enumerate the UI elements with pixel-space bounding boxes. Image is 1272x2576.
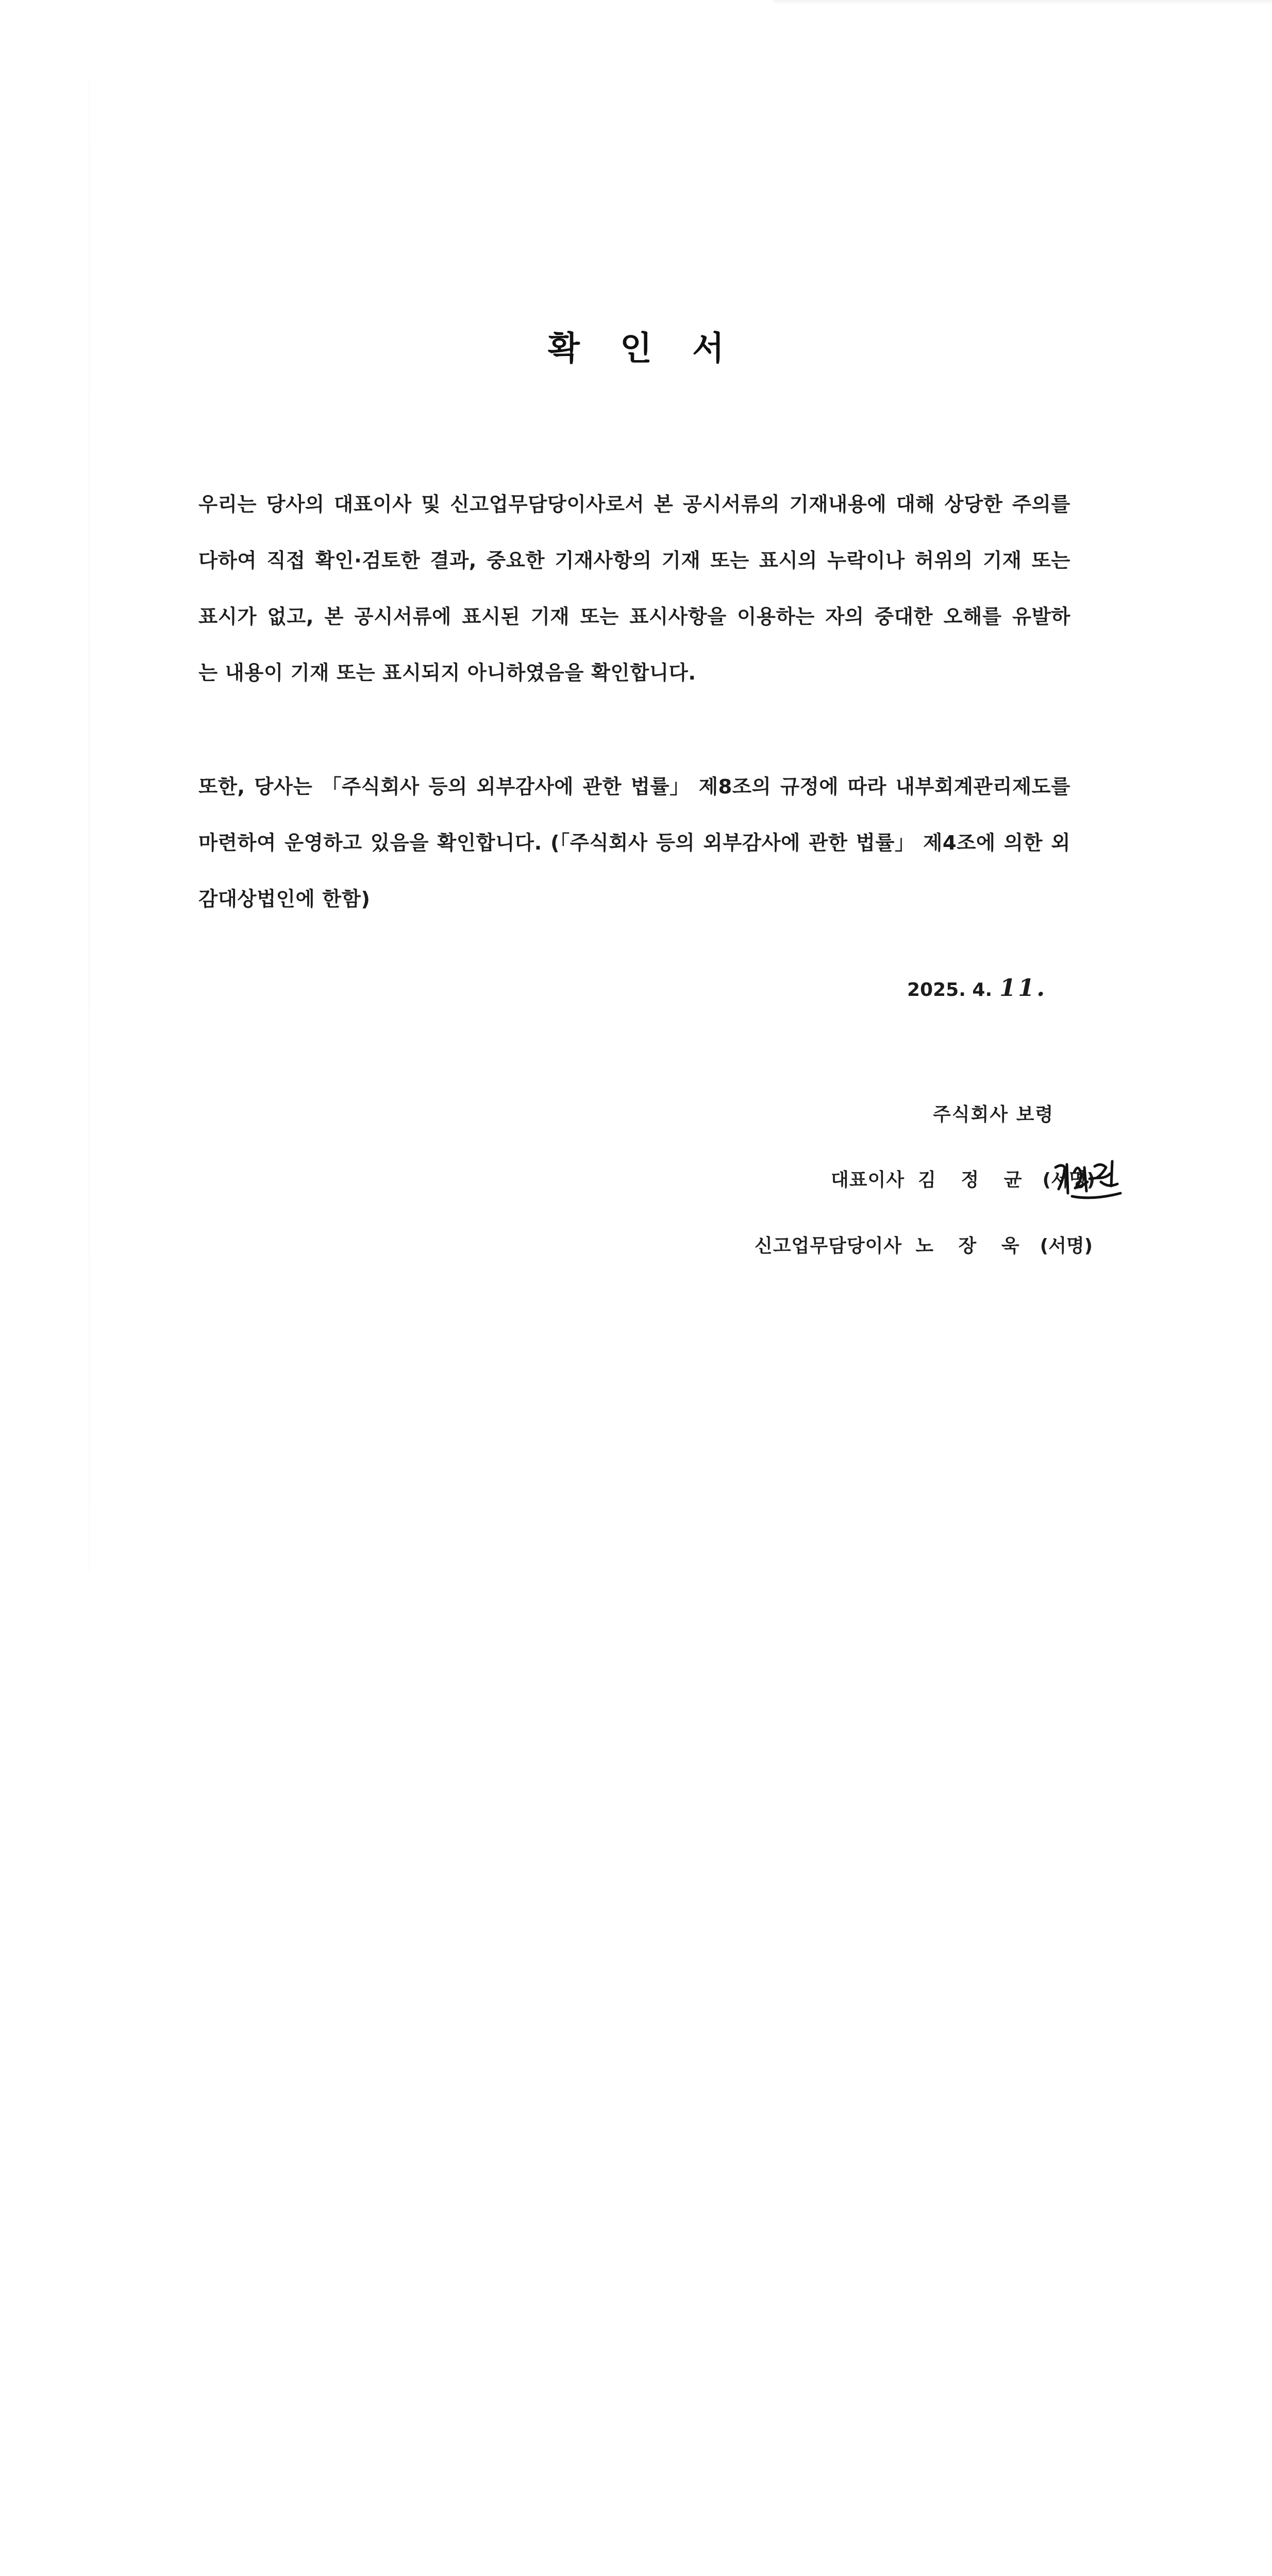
- signer-name: 노 장 욱: [915, 1235, 1029, 1257]
- word: 규정에: [780, 775, 839, 799]
- word: 오해를: [943, 605, 1002, 629]
- paragraph-2-line-3: 감대상법인에 한함): [198, 888, 371, 911]
- word: 의한: [1003, 832, 1043, 855]
- word: 관한: [582, 775, 622, 799]
- word: 본: [324, 605, 344, 629]
- word: 중대한: [875, 605, 933, 629]
- paragraph-1-line-4: 는 내용이 기재 또는 표시되지 아니하였음을 확인합니다.: [198, 662, 696, 685]
- word: 유발하: [1012, 605, 1070, 629]
- word: 우리는: [198, 493, 257, 516]
- word: 제4조에: [923, 832, 996, 855]
- signature-label: (서명): [1042, 1170, 1095, 1191]
- word: 중요한: [487, 549, 545, 572]
- word: 직접: [266, 549, 306, 572]
- word: 공시서류에: [354, 605, 451, 629]
- word: 또는: [1031, 549, 1070, 572]
- word: 또는: [580, 605, 619, 629]
- word: 기재: [983, 549, 1022, 572]
- word: 등의: [428, 775, 467, 799]
- word: 이용하는: [737, 605, 815, 629]
- signature-ceo: [1051, 1152, 1129, 1209]
- signer-role: 대표이사: [831, 1170, 905, 1191]
- word: 자의: [825, 605, 864, 629]
- word: 다하여: [198, 549, 257, 572]
- word: 기재: [530, 605, 570, 629]
- document-date: [907, 974, 1047, 1002]
- word: 누락이나: [827, 549, 905, 572]
- signer-role: 신고업무담당이사: [755, 1235, 902, 1257]
- word: 확인합니다.: [437, 832, 542, 855]
- word: 관한: [809, 832, 848, 855]
- word: 표시사항을: [629, 605, 727, 629]
- word: 표시가: [198, 605, 257, 629]
- word: 법률」: [630, 775, 690, 799]
- signature-label: (서명): [1040, 1235, 1093, 1257]
- company-name: 주식회사 보령: [933, 1104, 1055, 1125]
- word: 따라: [847, 775, 887, 799]
- signer-name: 김 정 균: [918, 1170, 1031, 1191]
- word: 대해: [896, 493, 935, 516]
- paragraph-2-line-2: [198, 815, 1070, 871]
- scan-top-shadow: [773, 0, 1272, 4]
- word: 또는: [710, 549, 749, 572]
- word: 마련하여: [198, 832, 276, 855]
- signer-reporting-director: [755, 1231, 1093, 1258]
- word: 외부감사에: [476, 775, 574, 799]
- paragraph-1-line-3: [198, 589, 1070, 645]
- word: 상당한: [944, 493, 1003, 516]
- word: 없고,: [267, 605, 314, 629]
- word: 내부회계관리제도를: [895, 775, 1070, 799]
- word: 신고업무담당이사로서: [450, 493, 645, 516]
- paragraph-confirmation: [198, 477, 1070, 701]
- document-title: 확 인 서: [547, 330, 739, 368]
- word: 표시의: [759, 549, 817, 572]
- paragraph-1-line-1: [198, 477, 1070, 533]
- word: 당사는: [254, 775, 313, 799]
- word: 표시된: [462, 605, 521, 629]
- word: (「주식회사: [550, 832, 648, 855]
- word: 대표이사: [334, 493, 412, 516]
- word: 당사의: [266, 493, 325, 516]
- word: 확인·검토한: [315, 549, 421, 572]
- word: 허위의: [914, 549, 973, 572]
- word: 법률」: [856, 832, 915, 855]
- scan-left-edge: [89, 77, 90, 1571]
- word: 또한,: [198, 775, 245, 799]
- word: 기재: [661, 549, 701, 572]
- word: 있음을: [370, 832, 429, 855]
- date-printed: 2025. 4.: [907, 979, 993, 1001]
- word: 외: [1051, 832, 1070, 855]
- word: 제8조의: [698, 775, 772, 799]
- paragraph-internal-control: [198, 759, 1070, 927]
- word: 기재내용에: [789, 493, 887, 516]
- paragraph-2-line-1: [198, 759, 1070, 815]
- word: 본: [654, 493, 674, 516]
- word: 외부감사에: [703, 832, 800, 855]
- date-handwritten-day: 11.: [999, 974, 1047, 1002]
- word: 공시서류의: [682, 493, 780, 516]
- word: 운영하고: [284, 832, 362, 855]
- word: 「주식회사: [321, 775, 420, 799]
- word: 결과,: [430, 549, 477, 572]
- paragraph-1-line-2: [198, 533, 1070, 589]
- word: 및: [421, 493, 441, 516]
- word: 등의: [656, 832, 695, 855]
- word: 기재사항의: [555, 549, 652, 572]
- word: 주의를: [1012, 493, 1070, 516]
